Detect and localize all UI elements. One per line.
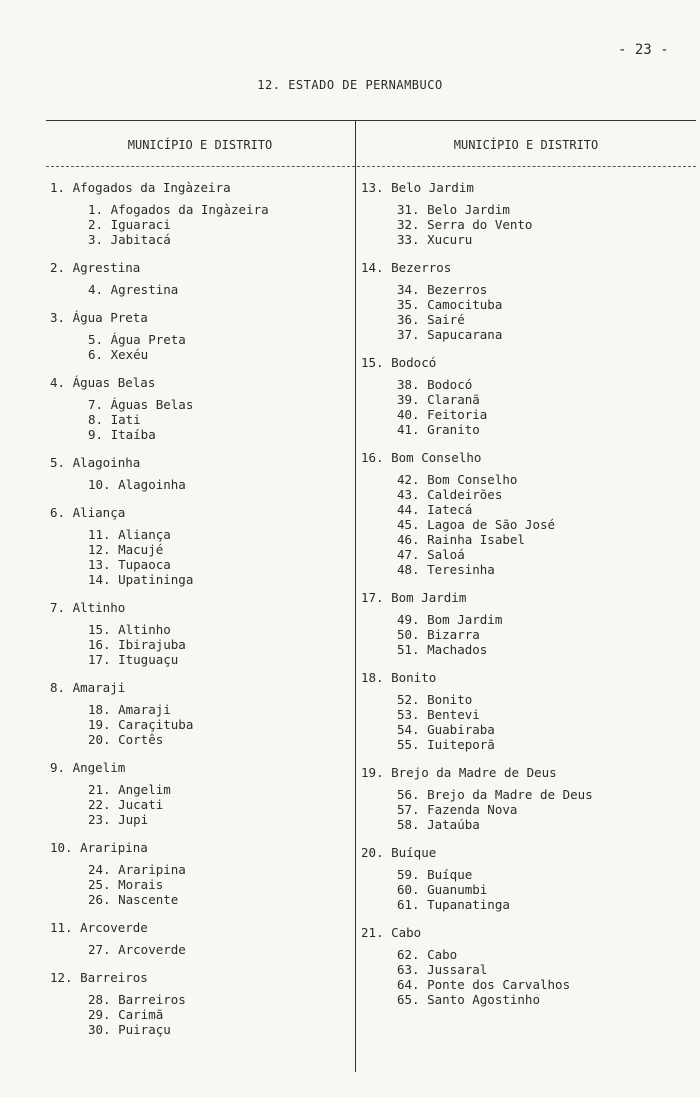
distrito-item: 33. Xucuru (397, 232, 473, 247)
distrito-item: 44. Iatecá (397, 502, 473, 517)
distrito-item: 18. Amaraji (88, 702, 171, 717)
distrito-item: 31. Belo Jardim (397, 202, 510, 217)
distrito-item: 5. Água Preta (88, 332, 186, 347)
municipio-name: 2. Agrestina (50, 260, 141, 275)
distrito-item: 35. Camocituba (397, 297, 503, 312)
distrito-item: 61. Tupanatinga (397, 897, 510, 912)
distrito-item: 26. Nascente (88, 892, 179, 907)
distrito-item: 4. Agrestina (88, 282, 179, 297)
municipio-group (50, 180, 350, 247)
distrito-item: 19. Caraçituba (88, 717, 194, 732)
distrito-item: 59. Buíque (397, 867, 473, 882)
municipio-group (361, 450, 691, 577)
distrito-item: 41. Granito (397, 422, 480, 437)
municipio-name: 11. Arcoverde (50, 920, 148, 935)
right-column (361, 180, 691, 1020)
table-top-rule (46, 120, 696, 121)
distrito-item: 12. Macujé (88, 542, 164, 557)
distrito-item: 11. Aliança (88, 527, 171, 542)
distrito-item: 38. Bodocó (397, 377, 473, 392)
municipio-name: 3. Água Preta (50, 310, 148, 325)
distrito-item: 40. Feitoria (397, 407, 488, 422)
municipio-group (361, 180, 691, 247)
distrito-item: 17. Ituguaçu (88, 652, 179, 667)
municipio-group (50, 600, 350, 667)
municipio-group (361, 670, 691, 752)
distrito-item: 15. Altinho (88, 622, 171, 637)
municipio-group (361, 590, 691, 657)
distrito-item: 45. Lagoa de São José (397, 517, 556, 532)
distrito-item: 13. Tupaoca (88, 557, 171, 572)
municipio-group (50, 310, 350, 362)
distrito-item: 57. Fazenda Nova (397, 802, 518, 817)
distrito-item: 32. Serra do Vento (397, 217, 533, 232)
municipio-name: 8. Amaraji (50, 680, 126, 695)
municipio-name: 18. Bonito (361, 670, 437, 685)
distrito-item: 3. Jabitacá (88, 232, 171, 247)
distrito-item: 27. Arcoverde (88, 942, 186, 957)
municipio-name: 9. Angelim (50, 760, 126, 775)
municipio-group (50, 920, 350, 957)
distrito-item: 36. Sairé (397, 312, 465, 327)
distrito-item: 49. Bom Jardim (397, 612, 503, 627)
distrito-item: 65. Santo Agostinho (397, 992, 540, 1007)
distrito-item: 48. Teresinha (397, 562, 495, 577)
distrito-item: 42. Bom Conselho (397, 472, 518, 487)
municipio-group (50, 260, 350, 297)
distrito-item: 46. Rainha Isabel (397, 532, 525, 547)
distrito-item: 58. Jataúba (397, 817, 480, 832)
distrito-item: 20. Cortês (88, 732, 164, 747)
municipio-name: 16. Bom Conselho (361, 450, 482, 465)
header-separator-rule (46, 166, 696, 167)
distrito-item: 55. Iuiteporã (397, 737, 495, 752)
distrito-item: 62. Cabo (397, 947, 458, 962)
municipio-group (361, 925, 691, 1007)
distrito-item: 60. Guanumbi (397, 882, 488, 897)
distrito-item: 52. Bonito (397, 692, 473, 707)
municipio-group (361, 765, 691, 832)
municipio-name: 5. Alagoinha (50, 455, 141, 470)
distrito-item: 22. Jucati (88, 797, 164, 812)
distrito-item: 9. Itaíba (88, 427, 156, 442)
distrito-item: 10. Alagoinha (88, 477, 186, 492)
distrito-item: 25. Morais (88, 877, 164, 892)
right-column-header: MUNICÍPIO E DISTRITO (453, 138, 599, 152)
distrito-item: 24. Araripina (88, 862, 186, 877)
distrito-item: 29. Carimã (88, 1007, 164, 1022)
municipio-name: 7. Altinho (50, 600, 126, 615)
column-divider (355, 120, 356, 1072)
distrito-item: 50. Bizarra (397, 627, 480, 642)
municipio-name: 17. Bom Jardim (361, 590, 467, 605)
municipio-name: 19. Brejo da Madre de Deus (361, 765, 557, 780)
distrito-item: 2. Iguaraci (88, 217, 171, 232)
distrito-item: 21. Angelim (88, 782, 171, 797)
distrito-item: 64. Ponte dos Carvalhos (397, 977, 571, 992)
distrito-item: 28. Barreiros (88, 992, 186, 1007)
municipio-name: 10. Araripina (50, 840, 148, 855)
distrito-item: 43. Caldeirões (397, 487, 503, 502)
distrito-item: 1. Afogados da Ingàzeira (88, 202, 269, 217)
municipio-group (50, 840, 350, 907)
distrito-item: 34. Bezerros (397, 282, 488, 297)
distrito-item: 51. Machados (397, 642, 488, 657)
municipio-name: 12. Barreiros (50, 970, 148, 985)
municipio-group (361, 845, 691, 912)
distrito-item: 56. Brejo da Madre de Deus (397, 787, 593, 802)
distrito-item: 6. Xexéu (88, 347, 149, 362)
municipio-name: 21. Cabo (361, 925, 422, 940)
distrito-item: 8. Iati (88, 412, 141, 427)
municipio-group (50, 970, 350, 1037)
municipio-name: 15. Bodocó (361, 355, 437, 370)
municipio-name: 4. Águas Belas (50, 375, 156, 390)
distrito-item: 53. Bentevi (397, 707, 480, 722)
municipio-group (361, 355, 691, 437)
distrito-item: 63. Jussaral (397, 962, 488, 977)
distrito-item: 54. Guabiraba (397, 722, 495, 737)
municipio-name: 13. Belo Jardim (361, 180, 474, 195)
distrito-item: 7. Águas Belas (88, 397, 194, 412)
document-title: 12. ESTADO DE PERNAMBUCO (257, 78, 443, 92)
distrito-item: 16. Ibirajuba (88, 637, 186, 652)
municipio-group (361, 260, 691, 342)
municipio-name: 6. Aliança (50, 505, 126, 520)
municipio-group (50, 455, 350, 492)
municipio-group (50, 375, 350, 442)
municipio-group (50, 760, 350, 827)
distrito-item: 47. Saloá (397, 547, 465, 562)
municipio-name: 20. Buíque (361, 845, 437, 860)
left-column (50, 180, 350, 1050)
distrito-item: 37. Sapucarana (397, 327, 503, 342)
municipio-group (50, 680, 350, 747)
distrito-item: 14. Upatininga (88, 572, 194, 587)
distrito-item: 23. Jupi (88, 812, 149, 827)
municipio-name: 1. Afogados da Ingàzeira (50, 180, 231, 195)
left-column-header: MUNICÍPIO E DISTRITO (127, 138, 273, 152)
municipio-name: 14. Bezerros (361, 260, 452, 275)
municipio-group (50, 505, 350, 587)
distrito-item: 39. Claranã (397, 392, 480, 407)
page-number: - 23 - (618, 42, 669, 58)
distrito-item: 30. Puiraçu (88, 1022, 171, 1037)
